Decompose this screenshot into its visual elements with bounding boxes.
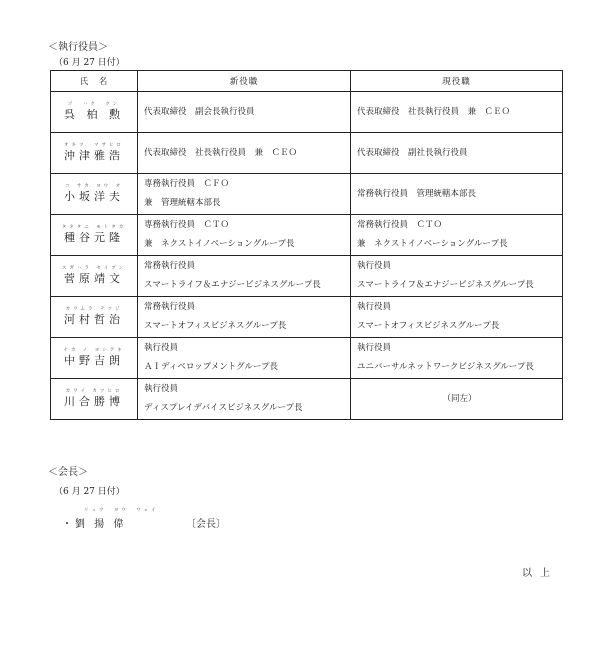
officer-name: 中野吉朗 bbox=[64, 354, 124, 367]
table-row bbox=[51, 338, 563, 379]
new-position-line: 専務執行役員 ＣＴＯ bbox=[144, 220, 230, 230]
new-position-line: スマートオフィスビジネスグループ長 bbox=[144, 321, 287, 331]
officer-furigana: カワムラ テツジ bbox=[65, 307, 123, 312]
table-row bbox=[51, 174, 563, 215]
current-position-line: 執行役員 bbox=[357, 261, 392, 271]
closing-remark: 以上 bbox=[522, 568, 558, 579]
header-current-position: 現役職 bbox=[351, 71, 563, 92]
current-position-line: 代表取締役 社長執行役員 兼 ＣＥＯ bbox=[357, 106, 511, 117]
officer-current-position-cell bbox=[351, 379, 563, 420]
officer-current-position-cell bbox=[351, 256, 563, 297]
new-position-line: 兼 ネクストイノベーショングループ長 bbox=[144, 239, 295, 249]
table-row bbox=[51, 92, 563, 133]
current-position-line: スマートライフ＆エナジービジネスグループ長 bbox=[357, 280, 534, 290]
table-row bbox=[51, 256, 563, 297]
officer-name: 菅原靖文 bbox=[64, 272, 124, 285]
current-position-line: 代表取締役 副社長執行役員 bbox=[357, 147, 468, 158]
current-position-line: 執行役員 bbox=[357, 302, 392, 312]
officer-furigana: タネタニ モトタカ bbox=[61, 225, 127, 230]
officer-furigana: スガハラ セイブン bbox=[62, 266, 126, 271]
officer-current-position-cell bbox=[351, 338, 563, 379]
officer-furigana: コ サカ ヨウ オ bbox=[64, 184, 124, 189]
officer-furigana: ゴ ハク クン bbox=[67, 102, 121, 107]
new-position-line: ディスプレイデバイスビジネスグループ長 bbox=[144, 403, 303, 413]
chairman-name: ・劉 揚 偉 bbox=[62, 519, 127, 530]
new-position-line: ＡＩディベロップメントグループ長 bbox=[144, 362, 278, 372]
new-position-line: 専務執行役員 ＣＦＯ bbox=[144, 179, 230, 189]
officer-current-position-cell bbox=[351, 133, 563, 174]
header-new-position: 新役職 bbox=[138, 71, 351, 92]
officer-name-cell bbox=[51, 338, 138, 379]
officer-new-position-cell bbox=[138, 133, 351, 174]
officer-name-cell bbox=[51, 174, 138, 215]
officer-new-position-cell bbox=[138, 92, 351, 133]
new-position-line: 兼 管理統轄本部長 bbox=[144, 198, 221, 208]
new-position-line: 代表取締役 社長執行役員 兼 ＣＥＯ bbox=[144, 147, 298, 158]
new-position-line: 代表取締役 副会長執行役員 bbox=[144, 106, 255, 117]
new-position-line: 常務執行役員 bbox=[144, 261, 196, 271]
officer-new-position-cell bbox=[138, 297, 351, 338]
header-name: 氏 名 bbox=[51, 71, 138, 92]
current-position-line: （同左） bbox=[442, 393, 477, 404]
executive-section-title: ＜執行役員＞ bbox=[48, 42, 108, 53]
current-position-line: 兼 ネクストイノベーショングループ長 bbox=[357, 239, 508, 249]
officer-name-cell bbox=[51, 92, 138, 133]
officer-new-position-cell bbox=[138, 215, 351, 256]
new-position-line: 執行役員 bbox=[144, 343, 179, 353]
table-header-row bbox=[51, 71, 563, 92]
chairman-role: 〔会長〕 bbox=[186, 519, 226, 530]
officer-name: 河村哲治 bbox=[64, 313, 124, 326]
current-position-line: スマートオフィスビジネスグループ長 bbox=[357, 321, 500, 331]
current-position-line: 常務執行役員 管理統轄本部長 bbox=[357, 188, 477, 199]
officer-new-position-cell bbox=[138, 379, 351, 420]
officer-table bbox=[50, 70, 563, 420]
officer-current-position-cell bbox=[351, 297, 563, 338]
officer-name-cell bbox=[51, 133, 138, 174]
officer-name: 種谷元隆 bbox=[64, 231, 124, 244]
officer-name-cell bbox=[51, 256, 138, 297]
table-row bbox=[51, 379, 563, 420]
officer-furigana: カワイ カツヒロ bbox=[65, 389, 123, 394]
executive-effective-date: （6 月 27 日付） bbox=[54, 58, 125, 68]
new-position-line: スマートライフ＆エナジービジネスグループ長 bbox=[144, 280, 321, 290]
chairman-furigana: リュウ ヨウ ウェイ bbox=[84, 508, 159, 513]
officer-new-position-cell bbox=[138, 174, 351, 215]
chairman-section-title: ＜会長＞ bbox=[48, 467, 88, 478]
officer-current-position-cell bbox=[351, 215, 563, 256]
officer-name: 沖津雅浩 bbox=[64, 149, 124, 162]
officer-current-position-cell bbox=[351, 174, 563, 215]
chairman-effective-date: （6 月 27 日付） bbox=[54, 487, 125, 497]
officer-name: 小坂洋夫 bbox=[64, 190, 124, 203]
table-row bbox=[51, 133, 563, 174]
table-row bbox=[51, 215, 563, 256]
officer-name-cell bbox=[51, 379, 138, 420]
new-position-line: 執行役員 bbox=[144, 384, 179, 394]
officer-name: 川合勝博 bbox=[64, 395, 124, 408]
current-position-line: 常務執行役員 ＣＴＯ bbox=[357, 220, 443, 230]
officer-new-position-cell bbox=[138, 256, 351, 297]
officer-table-body bbox=[51, 92, 563, 420]
officer-name: 呉 柏 勲 bbox=[64, 108, 124, 121]
current-position-line: 執行役員 bbox=[357, 343, 392, 353]
officer-name-cell bbox=[51, 297, 138, 338]
table-row bbox=[51, 297, 563, 338]
current-position-line: ユニバーサルネットワークビジネスグループ長 bbox=[357, 362, 534, 372]
officer-furigana: オキツ マサヒロ bbox=[64, 143, 124, 148]
officer-name-cell bbox=[51, 215, 138, 256]
officer-new-position-cell bbox=[138, 338, 351, 379]
officer-furigana: ナカ ノ ヨシアキ bbox=[63, 348, 125, 353]
new-position-line: 常務執行役員 bbox=[144, 302, 196, 312]
officer-current-position-cell bbox=[351, 92, 563, 133]
